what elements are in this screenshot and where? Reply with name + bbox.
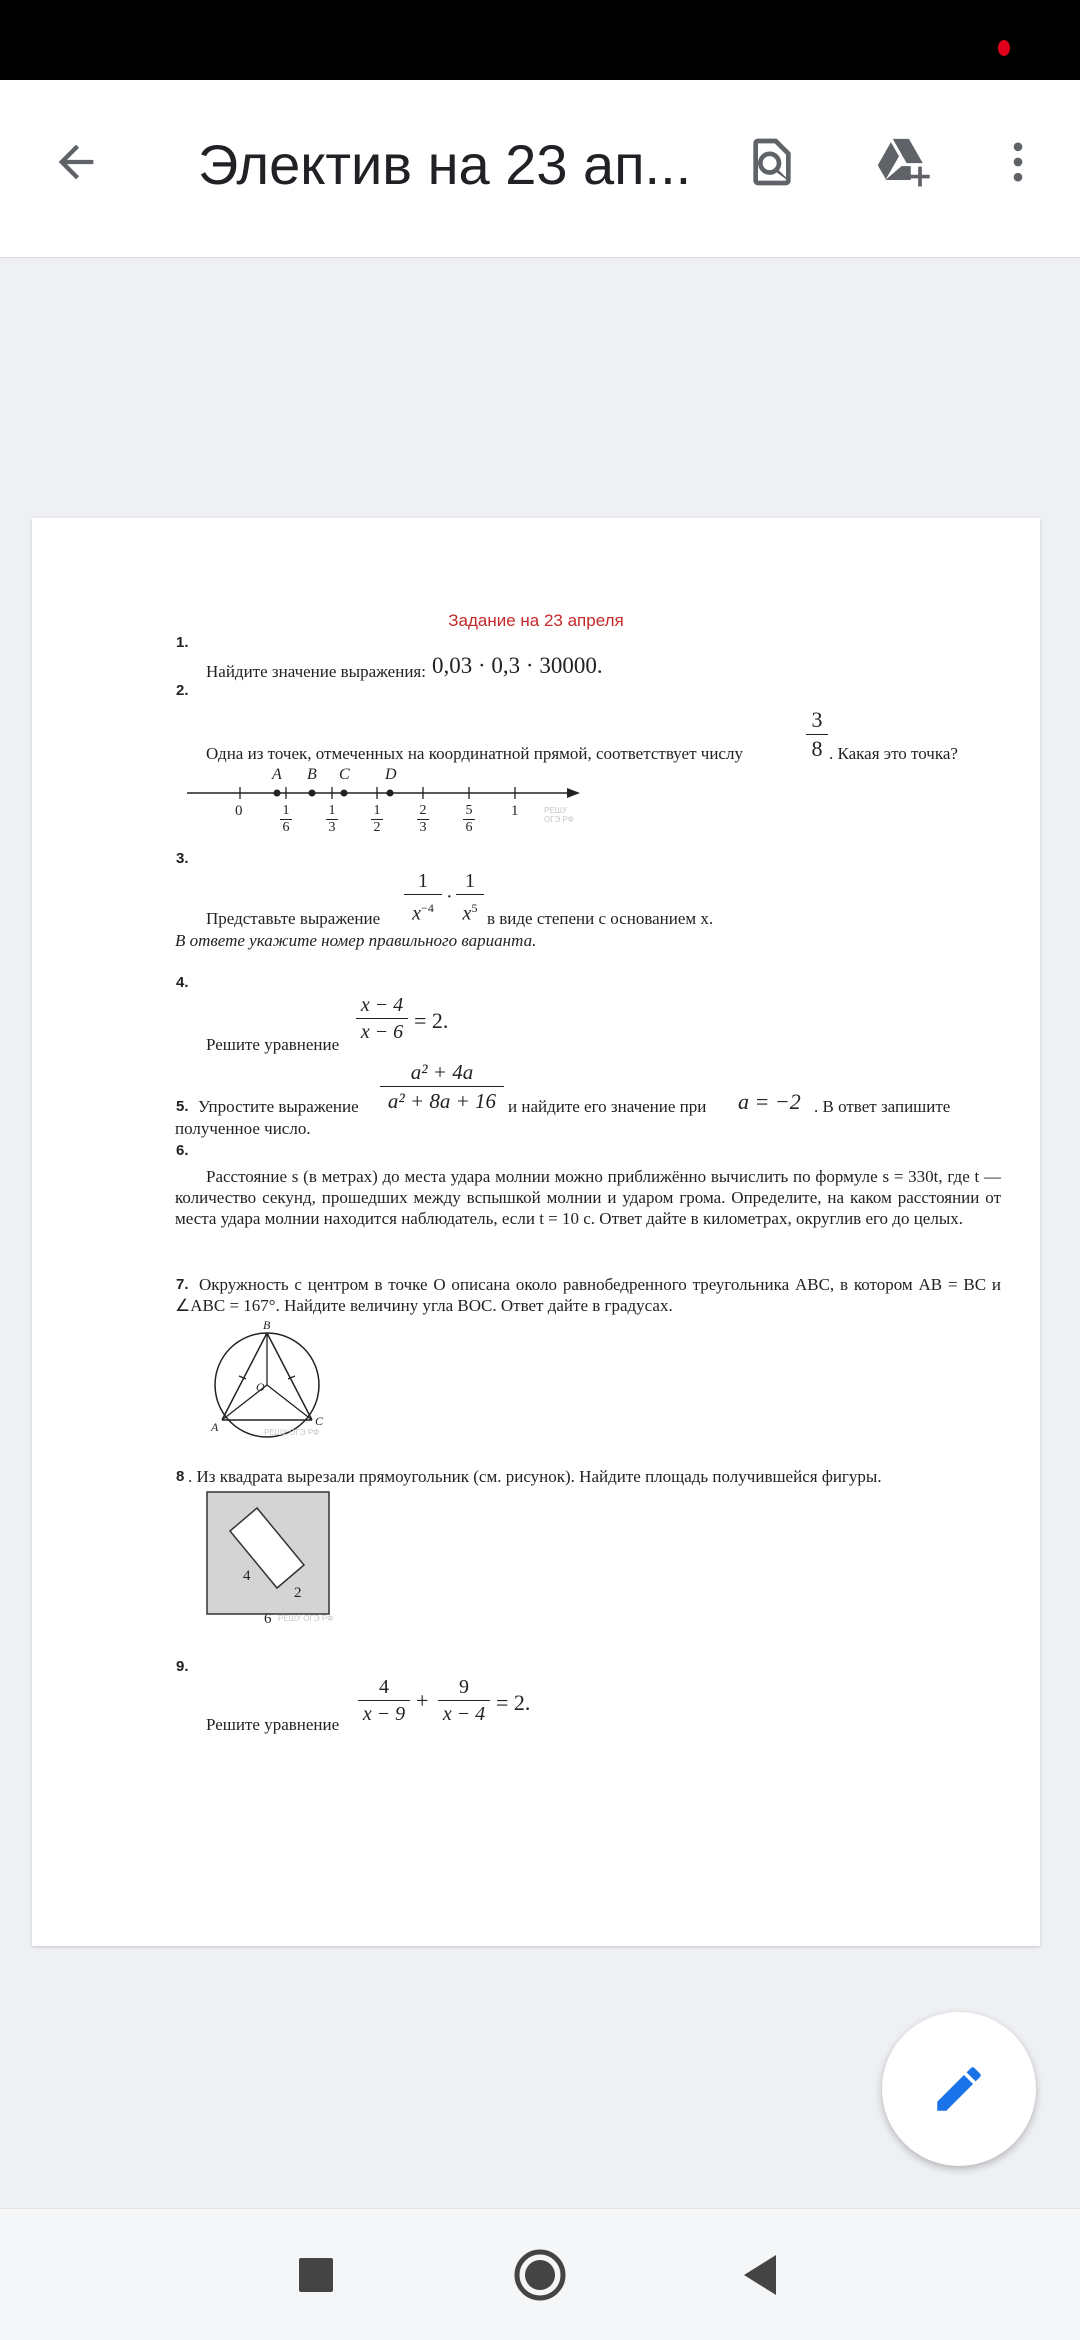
plus-sign: + xyxy=(416,1688,429,1713)
fraction-denominator xyxy=(404,894,442,927)
fraction-numerator: 3 xyxy=(811,707,823,732)
watermark-text: РЕШУ ОГЭ РФ xyxy=(544,806,574,824)
nav-back-button[interactable] xyxy=(724,2239,796,2311)
task-5-text-after: и найдите его значение при xyxy=(508,1097,707,1116)
vertex-label-c: C xyxy=(315,1414,324,1428)
task-9-number: 9. xyxy=(176,1658,189,1675)
point-c-marker xyxy=(341,790,348,797)
task-3-number: 3. xyxy=(176,850,189,867)
status-bar xyxy=(0,0,1080,80)
tick-label-1-6 xyxy=(280,803,292,836)
add-to-drive-icon xyxy=(872,134,932,190)
point-b-marker xyxy=(309,790,316,797)
task-5-line-2: полученное число. xyxy=(175,1119,311,1138)
fraction-numerator: 9 xyxy=(459,1676,469,1698)
exponent: 5 xyxy=(471,901,478,915)
tick-denominator: 6 xyxy=(463,819,475,836)
tick-numerator: 1 xyxy=(282,803,290,818)
multiply-dot: · xyxy=(446,886,453,908)
task-1-expression: 0,03 · 0,3 · 30000. xyxy=(432,653,603,678)
fraction-denominator: 8 xyxy=(806,734,828,763)
exponent: −4 xyxy=(421,901,434,915)
point-label-b: B xyxy=(307,766,317,783)
tick-label-1-2 xyxy=(371,803,383,836)
task-8-text: . Из квадрата вырезали прямоугольник (см. рисунок). Найдите площадь получившейся фигуры. xyxy=(188,1467,882,1486)
fraction-denominator: x − 6 xyxy=(356,1018,408,1045)
recents-square-icon xyxy=(299,2258,333,2292)
task-5-text: Упростите выражение xyxy=(198,1097,359,1116)
task-3-text-after: в виде степени с основанием x. xyxy=(487,909,714,928)
fraction-numerator: 1 xyxy=(418,870,428,892)
task-9-fraction-2 xyxy=(438,1674,490,1727)
more-vert-icon xyxy=(992,136,1044,188)
task-2-text-after: . Какая это точка? xyxy=(829,744,958,763)
circle-triangle-drawing xyxy=(202,1318,332,1443)
task-9-text: Решите уравнение xyxy=(206,1715,340,1734)
fraction-numerator: a² + 4a xyxy=(410,1060,474,1084)
edit-button[interactable] xyxy=(882,2012,1036,2166)
fraction-denominator: x − 4 xyxy=(438,1700,490,1727)
recents-button[interactable] xyxy=(280,2239,352,2311)
fraction-denominator xyxy=(456,894,484,927)
task-8-number: 8 xyxy=(176,1468,185,1485)
point-label-c: C xyxy=(339,766,350,783)
task-3-text: Представьте выражение xyxy=(206,909,381,928)
edit-pencil-icon xyxy=(930,2060,988,2118)
square-rectangle-drawing xyxy=(206,1486,346,1626)
fraction-numerator: 1 xyxy=(465,870,475,892)
tick-numerator: 2 xyxy=(419,803,427,818)
task-5-number: 5. xyxy=(176,1098,189,1115)
watermark-text: РЕШУ ОГЭ РФ xyxy=(264,1428,320,1437)
document-page[interactable] xyxy=(32,518,1040,1946)
base-variable: x xyxy=(412,902,422,925)
vertex-label-a: A xyxy=(211,1420,219,1434)
task-5-fraction xyxy=(380,1058,504,1115)
point-a-marker xyxy=(274,790,281,797)
point-label-d: D xyxy=(385,766,397,783)
number-line-figure xyxy=(182,758,582,853)
circle-triangle-figure xyxy=(202,1318,332,1443)
home-button[interactable] xyxy=(504,2239,576,2311)
watermark-text: РЕШУ ОГЭ РФ xyxy=(278,1614,334,1623)
task-5-text-end: . В ответ запишите xyxy=(814,1097,951,1116)
fraction-denominator: a² + 8a + 16 xyxy=(380,1086,504,1115)
vertex-label-b: B xyxy=(263,1318,271,1332)
side-label-6: 6 xyxy=(264,1611,272,1627)
tick-label-5-6 xyxy=(463,803,475,836)
recording-indicator-icon xyxy=(998,40,1010,56)
back-triangle-icon xyxy=(740,2253,780,2297)
tick-label-1-3 xyxy=(326,803,338,836)
task-6-number: 6. xyxy=(176,1142,189,1159)
task-7-text: Окружность с центром в точке O описана около равнобедренного треугольника ABC, в котором AB = BC и ∠ABC = 167°. Найдите величину угла BOC. Ответ дайте в градусах. xyxy=(175,1275,1001,1315)
center-label-o: O xyxy=(256,1380,265,1394)
task-heading: Задание на 23 апреля xyxy=(448,611,624,630)
task-9-fraction-1 xyxy=(358,1674,410,1727)
tick-numerator: 1 xyxy=(373,803,381,818)
more-options-button[interactable] xyxy=(982,126,1054,198)
task-2-fraction xyxy=(806,706,828,763)
point-d-marker xyxy=(387,790,394,797)
fraction-denominator: x − 9 xyxy=(358,1700,410,1727)
task-3-fraction-2 xyxy=(456,868,484,927)
find-in-page-button[interactable] xyxy=(736,126,808,198)
side-label-2: 2 xyxy=(294,1585,302,1601)
task-1-number: 1. xyxy=(176,634,189,651)
tick-denominator: 3 xyxy=(326,819,338,836)
fraction-numerator: x − 4 xyxy=(360,994,404,1016)
task-6-text: Расстояние s (в метрах) до места удара молнии можно приближённо вычислить по формуле s = 330t, где t — количество секунд, прошедших между вспышкой молнии и ударом грома. Определите, на каком расстоянии от места удара молнии находится наблюдатель, если t = 10 с. Ответ дайте в километрах, округлив его до целых. xyxy=(175,1167,1001,1228)
system-nav-bar xyxy=(0,2208,1080,2340)
task-5-value: a = −2 xyxy=(738,1089,801,1114)
find-in-page-icon xyxy=(744,134,800,190)
tick-label-2-3 xyxy=(417,803,429,836)
side-label-4: 4 xyxy=(243,1568,251,1584)
document-title: Электив на 23 ап... xyxy=(198,133,692,196)
task-2-text: Одна из точек, отмеченных на координатной прямой, соответствует числу xyxy=(206,744,743,763)
app-bar xyxy=(0,80,1080,258)
back-button[interactable] xyxy=(40,126,112,198)
add-to-drive-button[interactable] xyxy=(866,126,938,198)
home-circle-icon xyxy=(513,2248,567,2302)
task-3-note: В ответе укажите номер правильного варианта. xyxy=(175,931,537,950)
task-4-text: Решите уравнение xyxy=(206,1035,340,1054)
tick-label-1: 1 xyxy=(511,803,519,819)
tick-label-0: 0 xyxy=(235,803,243,819)
task-7-number: 7. xyxy=(176,1276,189,1293)
tick-denominator: 2 xyxy=(371,819,383,836)
fraction-numerator: 4 xyxy=(379,1676,389,1698)
task-4-number: 4. xyxy=(176,974,189,991)
task-2-number: 2. xyxy=(176,682,189,699)
task-9-rhs: = 2. xyxy=(496,1690,531,1715)
task-1-text: Найдите значение выражения: xyxy=(206,662,426,681)
tick-numerator: 5 xyxy=(465,803,473,818)
tick-denominator: 6 xyxy=(280,819,292,836)
task-4-fraction xyxy=(356,992,408,1045)
task-4-rhs: = 2. xyxy=(414,1008,449,1033)
square-rectangle-figure xyxy=(206,1486,346,1626)
point-label-a: A xyxy=(272,766,282,783)
tick-denominator: 3 xyxy=(417,819,429,836)
tick-numerator: 1 xyxy=(328,803,336,818)
arrow-back-icon xyxy=(50,136,102,188)
base-variable: x xyxy=(462,902,472,925)
task-3-fraction-1 xyxy=(404,868,442,927)
